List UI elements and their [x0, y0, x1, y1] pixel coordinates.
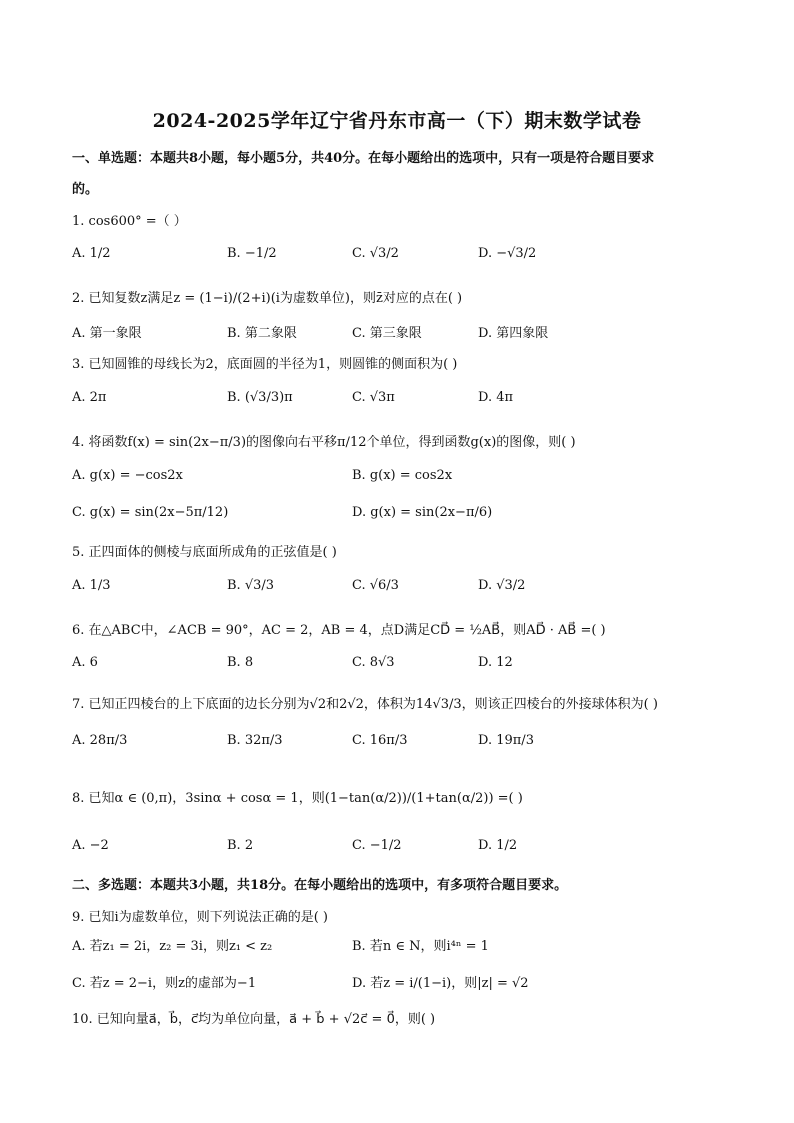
- option-d: D. 1/2: [478, 838, 518, 853]
- question-4-options-row1: [72, 468, 732, 494]
- question-5: 5. 正四面体的侧棱与底面所成角的正弦值是( ): [72, 545, 337, 560]
- option-c: C. 第三象限: [352, 326, 422, 341]
- option-c: C. 若z = 2−i，则z的虚部为−1: [72, 976, 257, 991]
- question-9: 9. 已知i为虚数单位，则下列说法正确的是( ): [72, 910, 328, 925]
- option-d: D. 若z = i/(1−i)，则|z| = √2: [352, 976, 529, 991]
- question-1: 1. cos600° =（ ）: [72, 214, 187, 229]
- section-1-heading: 一、单选题：本题共8小题，每小题5分，共40分。在每小题给出的选项中，只有一项是符合题目要求: [72, 151, 655, 166]
- question-4-options-row2: [72, 505, 732, 531]
- option-d: D. √3/2: [478, 578, 526, 593]
- option-a: A. g(x) = −cos2x: [72, 468, 183, 483]
- option-c: C. 8√3: [352, 655, 395, 670]
- option-c: C. g(x) = sin(2x−5π/12): [72, 505, 229, 520]
- question-3: 3. 已知圆锥的母线长为2，底面圆的半径为1，则圆锥的侧面积为( ): [72, 357, 458, 372]
- option-a: A. 1/3: [72, 578, 111, 593]
- question-7: 7. 已知正四棱台的上下底面的边长分别为√2和2√2，体积为14√3/3，则该正四棱台的外接球体积为( ): [72, 697, 658, 712]
- option-d: D. 第四象限: [478, 326, 549, 341]
- question-9-options-row1: [72, 935, 732, 961]
- question-2-options: [72, 322, 732, 348]
- option-d: D. 4π: [478, 390, 514, 405]
- option-a: A. 6: [72, 655, 98, 670]
- option-b: B. 若n ∈ N，则i⁴ⁿ = 1: [352, 939, 489, 954]
- option-a: A. 28π/3: [72, 733, 128, 748]
- option-a: A. 2π: [72, 390, 107, 405]
- question-7-options: [72, 733, 732, 759]
- option-c: C. 16π/3: [352, 733, 408, 748]
- question-1-options: [72, 246, 732, 272]
- exam-title: 2024-2025学年辽宁省丹东市高一（下）期末数学试卷: [152, 110, 642, 132]
- question-10: 10. 已知向量a⃗，b⃗，c⃗均为单位向量，a⃗ + b⃗ + √2c⃗ = 0⃗，则( ): [72, 1012, 436, 1027]
- option-b: B. 8: [227, 655, 254, 670]
- option-b: B. √3/3: [227, 578, 275, 593]
- question-8: 8. 已知α ∈ (0,π)，3sinα + cosα = 1，则(1−tan(α/2))/(1+tan(α/2)) =( ): [72, 791, 523, 806]
- option-c: C. √3π: [352, 390, 395, 405]
- question-6-options: [72, 655, 732, 681]
- question-6: 6. 在△ABC中，∠ACB = 90°，AC = 2，AB = 4，点D满足CD⃗ = ½AB⃗，则AD⃗ · AB⃗ =( ): [72, 623, 606, 638]
- option-d: D. −√3/2: [478, 246, 537, 261]
- question-9-options-row2: [72, 972, 732, 998]
- question-2: 2. 已知复数z满足z = (1−i)/(2+i)(i为虚数单位)，则z̄对应的点在( ): [72, 291, 463, 306]
- question-5-options: [72, 578, 732, 604]
- option-a: A. −2: [72, 838, 109, 853]
- option-b: B. g(x) = cos2x: [352, 468, 453, 483]
- option-b: B. −1/2: [227, 246, 277, 261]
- option-b: B. 第二象限: [227, 326, 297, 341]
- option-a: A. 1/2: [72, 246, 111, 261]
- option-a: A. 第一象限: [72, 326, 142, 341]
- option-b: B. 32π/3: [227, 733, 283, 748]
- option-d: D. 12: [478, 655, 513, 670]
- option-d: D. g(x) = sin(2x−π/6): [352, 505, 493, 520]
- option-b: B. 2: [227, 838, 254, 853]
- option-b: B. (√3/3)π: [227, 390, 293, 405]
- option-d: D. 19π/3: [478, 733, 534, 748]
- option-c: C. √3/2: [352, 246, 399, 261]
- option-a: A. 若z₁ = 2i，z₂ = 3i，则z₁ < z₂: [72, 939, 273, 954]
- question-8-options: [72, 838, 732, 864]
- question-3-options: [72, 390, 732, 416]
- section-1-heading-cont: 的。: [72, 182, 99, 197]
- question-4: 4. 将函数f(x) = sin(2x−π/3)的图像向右平移π/12个单位，得到函数g(x)的图像，则( ): [72, 435, 576, 450]
- option-c: C. −1/2: [352, 838, 402, 853]
- option-c: C. √6/3: [352, 578, 399, 593]
- section-2-heading: 二、多选题：本题共3小题，共18分。在每小题给出的选项中，有多项符合题目要求。: [72, 878, 568, 893]
